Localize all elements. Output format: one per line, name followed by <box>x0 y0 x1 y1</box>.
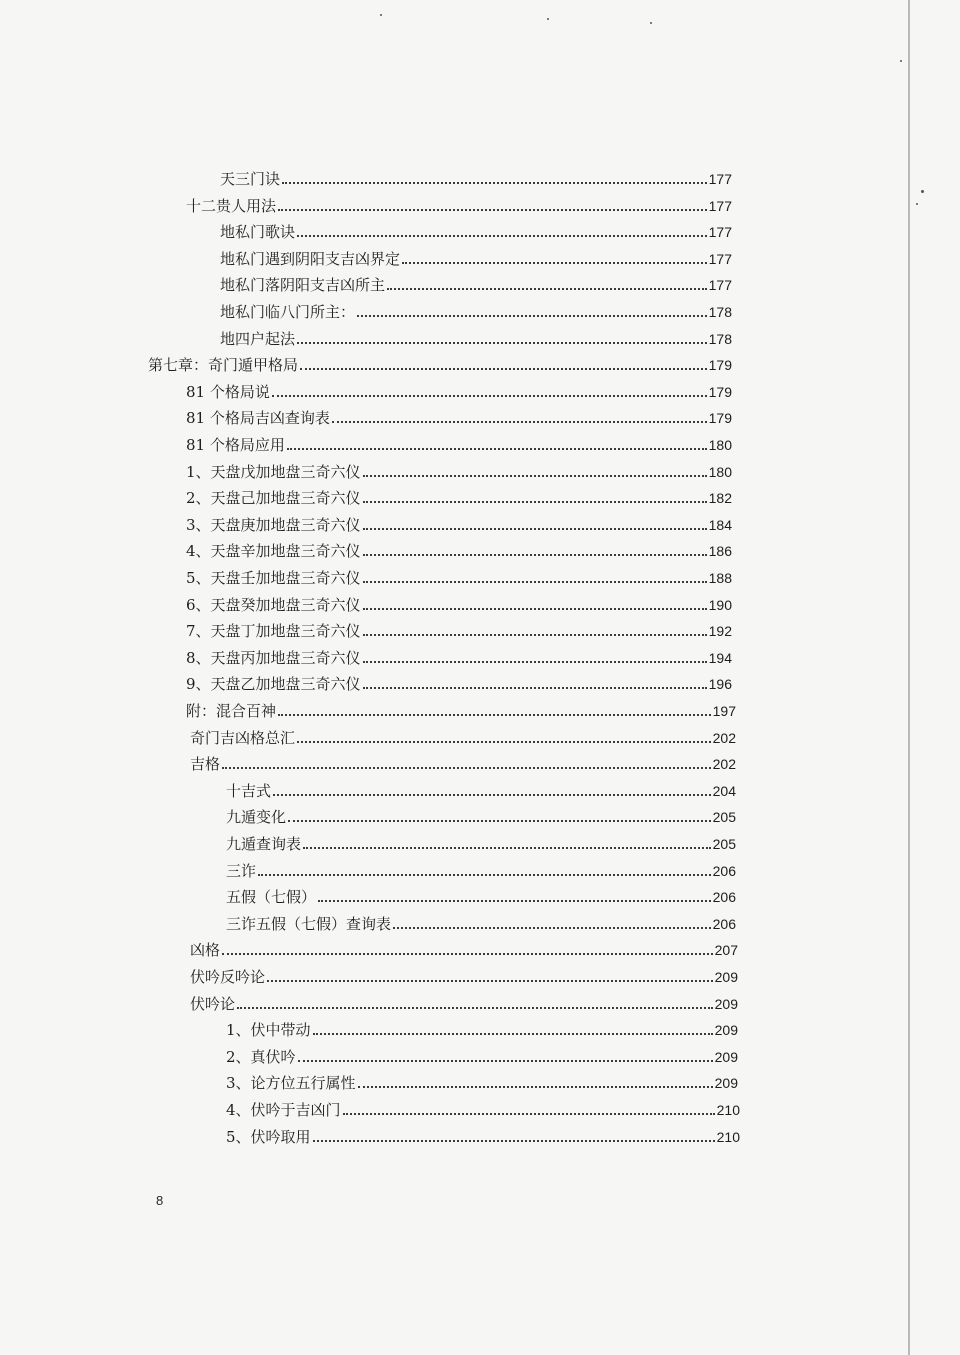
dot-leader <box>363 528 707 530</box>
toc-entry <box>186 642 732 668</box>
toc-entry-title: 3、论方位五行属性 <box>226 1074 356 1093</box>
toc-entry-title: 地私门遇到阴阳支吉凶界定 <box>220 249 401 268</box>
dot-leader <box>363 554 707 556</box>
toc-entry <box>226 908 736 934</box>
dot-leader <box>282 182 707 184</box>
dot-leader <box>363 475 707 477</box>
toc-entry-title: 3、天盘庚加地盘三奇六仪 <box>186 515 361 534</box>
toc-entry-title: 九遁查询表 <box>226 835 302 853</box>
toc-entry-title: 地四户起法 <box>220 329 296 348</box>
page-edge <box>908 0 910 1355</box>
dot-leader <box>297 342 707 344</box>
toc-entry <box>186 562 732 588</box>
toc-entry <box>190 748 736 774</box>
toc-entry-page: 188 <box>708 570 732 586</box>
toc-entry <box>226 801 736 827</box>
toc-entry-page: 177 <box>708 171 732 187</box>
toc-entry <box>186 668 732 694</box>
dot-leader <box>267 980 713 982</box>
toc-entry-title: 伏吟反吟论 <box>190 968 266 986</box>
dot-leader <box>358 1086 713 1088</box>
dot-leader <box>357 315 707 317</box>
toc-entry <box>186 376 732 402</box>
toc-entry-page: 177 <box>708 277 732 294</box>
toc-entry-title: 2、真伏吟 <box>226 1047 296 1066</box>
dot-leader <box>273 794 711 796</box>
toc-entry-page: 184 <box>708 516 732 533</box>
toc-entry <box>220 296 732 322</box>
dot-leader <box>363 661 707 663</box>
toc-entry <box>226 855 736 881</box>
toc-entry <box>226 1041 738 1067</box>
toc-entry-title: 五假（七假） <box>226 888 317 907</box>
toc-entry <box>186 456 732 482</box>
toc-entry <box>190 934 738 960</box>
toc-entry-title: 1、天盘戊加地盘三奇六仪 <box>186 462 361 481</box>
toc-entry-page: 207 <box>714 942 738 959</box>
toc-entry-page: 179 <box>708 383 732 400</box>
dot-leader <box>288 820 711 822</box>
toc-entry-title: 地私门临八门所主： <box>220 303 356 321</box>
toc-entry <box>220 243 732 269</box>
toc-entry-page: 180 <box>708 437 732 453</box>
dot-leader <box>287 448 707 450</box>
toc-entry-title: 附：混合百神 <box>186 702 277 720</box>
dot-leader <box>313 1140 715 1142</box>
dot-leader <box>278 714 711 716</box>
dot-leader <box>298 1060 713 1062</box>
dot-leader <box>363 687 707 689</box>
toc-entry-title: 伏吟论 <box>190 994 236 1013</box>
toc-entry-title: 吉格 <box>190 755 221 774</box>
toc-entry-title: 81 个格局说 <box>186 382 270 401</box>
toc-entry-page: 180 <box>708 463 732 480</box>
dot-leader <box>222 767 711 769</box>
toc-entry <box>190 722 736 748</box>
toc-entry <box>186 482 732 508</box>
toc-entry-page: 192 <box>708 623 732 640</box>
toc-entry-title: 6、天盘癸加地盘三奇六仪 <box>186 595 361 614</box>
toc-entry-page: 179 <box>708 357 732 374</box>
toc-entry <box>190 961 738 987</box>
toc-entry-title: 2、天盘己加地盘三奇六仪 <box>186 489 361 508</box>
scan-speck <box>380 14 382 16</box>
toc-entry <box>226 1121 740 1147</box>
toc-entry-page: 202 <box>712 729 736 746</box>
toc-entry-title: 第七章：奇门遁甲格局 <box>148 356 299 375</box>
toc-entry-page: 209 <box>714 1048 738 1065</box>
page-number: 8 <box>156 1193 164 1208</box>
toc-entry-title: 凶格 <box>190 941 221 960</box>
dot-leader <box>258 874 711 876</box>
toc-entry <box>220 269 732 295</box>
toc-entry-title: 三诈五假（七假）查询表 <box>226 914 392 933</box>
toc-entry <box>220 163 732 189</box>
dot-leader <box>297 741 711 743</box>
toc-entry-title: 地私门落阴阳支吉凶所主 <box>220 276 386 295</box>
toc-entry-title: 十吉式 <box>226 781 272 800</box>
toc-entry <box>226 1094 740 1120</box>
toc-entry-title: 81 个格局吉凶查询表 <box>186 409 330 428</box>
toc-entry <box>220 323 732 349</box>
dot-leader <box>278 209 707 211</box>
toc-entry <box>186 589 732 615</box>
dot-leader <box>332 421 707 423</box>
toc-entry-title: 5、天盘壬加地盘三奇六仪 <box>186 569 361 587</box>
dot-leader <box>363 501 707 503</box>
dot-leader <box>343 1113 715 1115</box>
toc-entry <box>186 509 732 535</box>
toc-entry-page: 196 <box>708 676 732 693</box>
toc-entry-page: 205 <box>712 809 736 826</box>
toc-entry-page: 206 <box>712 915 736 932</box>
toc-entry-title: 十二贵人用法 <box>186 196 277 215</box>
toc-entry-title: 4、天盘辛加地盘三奇六仪 <box>186 542 361 561</box>
toc-entry-page: 177 <box>708 250 732 267</box>
toc-entry <box>186 535 732 561</box>
scan-speck <box>547 18 549 20</box>
scan-speck <box>650 22 652 24</box>
dot-leader <box>402 262 707 264</box>
toc-entry-title: 地私门歌诀 <box>220 223 296 242</box>
toc-entry <box>226 828 736 854</box>
toc-entry-page: 206 <box>712 862 736 879</box>
dot-leader <box>363 634 707 636</box>
toc-entry-title: 4、伏吟于吉凶门 <box>226 1101 341 1119</box>
toc-entry-title: 天三门诀 <box>220 170 281 188</box>
scan-speck <box>900 60 902 62</box>
dot-leader <box>393 927 711 929</box>
toc-entry <box>186 429 732 455</box>
dot-leader <box>387 288 707 290</box>
toc-entry-page: 204 <box>712 782 736 799</box>
toc-entry <box>226 881 736 907</box>
scan-speck <box>921 190 924 193</box>
toc-entry-title: 1、伏中带动 <box>226 1021 311 1040</box>
toc-entry-page: 209 <box>714 1075 738 1092</box>
toc-entry-title: 9、天盘乙加地盘三奇六仪 <box>186 675 361 694</box>
toc-entry-title: 8、天盘丙加地盘三奇六仪 <box>186 648 361 667</box>
toc-entry-page: 177 <box>708 197 732 214</box>
toc-entry-title: 5、伏吟取用 <box>226 1127 311 1146</box>
dot-leader <box>363 581 707 583</box>
dot-leader <box>313 1033 713 1035</box>
toc-entry-page: 209 <box>714 995 738 1012</box>
toc-entry-page: 179 <box>708 410 732 427</box>
toc-entry-page: 177 <box>708 224 732 241</box>
dot-leader <box>363 608 707 610</box>
toc-entry-page: 210 <box>716 1128 740 1145</box>
toc-entry <box>220 216 732 242</box>
dot-leader <box>222 953 713 955</box>
toc-entry-page: 190 <box>708 596 732 613</box>
toc-entry-page: 209 <box>714 1022 738 1039</box>
toc-entry-page: 206 <box>712 889 736 906</box>
toc-entry <box>148 349 732 375</box>
toc-entry <box>226 775 736 801</box>
dot-leader <box>272 395 707 397</box>
toc-entry-title: 81 个格局应用 <box>186 436 285 454</box>
toc-entry-page: 210 <box>716 1102 740 1118</box>
toc-entry-page: 178 <box>708 330 732 347</box>
dot-leader <box>297 235 707 237</box>
toc-entry <box>226 1014 738 1040</box>
toc-entry <box>190 988 738 1014</box>
dot-leader <box>237 1007 713 1009</box>
toc-entry-page: 186 <box>708 543 732 560</box>
dot-leader <box>303 847 711 849</box>
toc-entry-page: 209 <box>714 969 738 985</box>
toc-entry-page: 205 <box>712 836 736 852</box>
toc-entry-title: 九遁变化 <box>226 808 287 827</box>
toc-entry <box>186 695 736 721</box>
dot-leader <box>318 900 711 902</box>
toc-entry-page: 202 <box>712 756 736 773</box>
scan-speck <box>916 203 918 205</box>
toc-entry <box>186 615 732 641</box>
toc-entry-title: 三诈 <box>226 861 257 880</box>
toc-entry-title: 7、天盘丁加地盘三奇六仪 <box>186 622 361 641</box>
toc-entry-page: 182 <box>708 490 732 507</box>
dot-leader <box>300 368 707 370</box>
toc-entry-page: 178 <box>708 304 732 320</box>
toc-entry-title: 奇门吉凶格总汇 <box>190 728 296 747</box>
toc-entry-page: 197 <box>712 703 736 719</box>
toc-entry <box>186 402 732 428</box>
toc-entry-page: 194 <box>708 649 732 666</box>
toc-entry <box>226 1067 738 1093</box>
toc-entry <box>186 190 732 216</box>
